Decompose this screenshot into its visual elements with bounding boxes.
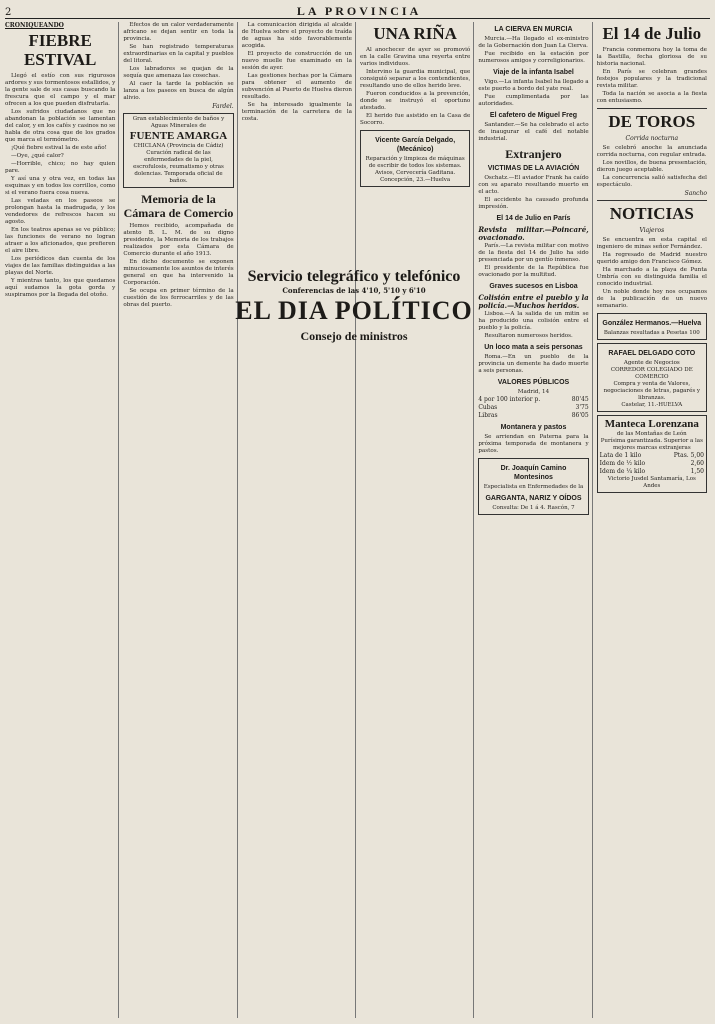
ad-specialty: GARGANTA, NARIZ Y OÍDOS <box>485 495 582 502</box>
paragraph: El accidente ha causado profunda impresión. <box>478 197 589 210</box>
paragraph: Y así una y otra vez, en todas las esquinas y en todos los corrillos, como si el verano fuera cosa nueva. <box>5 176 116 196</box>
paragraph: Y mientras tanto, los que quedamos aquí sudamos la gota gorda y suspiramos por la llegada del otoño. <box>5 278 116 298</box>
paragraph: ¡Qué fiebre estival la de este año! <box>11 145 107 151</box>
row-value: 1,50 <box>690 468 704 475</box>
paragraph: Los sufridos ciudadanos que no abandonan la población se lamentan del calor, y en los cafés y casinos no se habla de otra cosa que de los grados que marca el termómetro. <box>5 109 116 143</box>
section-title-foreign: Extranjero <box>505 147 562 161</box>
section-body <box>478 354 588 375</box>
ad-name: Manteca Lorenzana <box>604 418 699 430</box>
paragraph: Lisboa.—A la salida de un mitin se ha producido una colisión entre el pueblo y la policía. <box>478 311 589 331</box>
signature: Fardel. <box>212 103 234 110</box>
article-body <box>123 22 233 102</box>
paragraph: Las gestiones hechas por la Cámara para obtener el aumento de subvención al Puerto de Huelva dieron resultado. <box>241 73 352 100</box>
ad-text: Purísima garantizada. Superior a las mejores marcas extranjeras <box>600 438 703 451</box>
telegraph-headline-block <box>234 268 474 346</box>
row-label: Lata de 1 kilo <box>599 452 642 459</box>
ad-heading: Gran establecimiento de baños y Aguas Minerales de <box>132 116 225 129</box>
section-body <box>123 223 233 309</box>
ad-body: Compra y venta de Valores, negociaciones de letras, pagarés y libranzas. <box>603 381 700 401</box>
paragraph: Efectos de un calor verdaderamente africano se dejan sentir en toda la provincia. <box>123 22 234 42</box>
row-value: 86'05 <box>571 412 589 419</box>
row-value: Ptas. 5,00 <box>673 452 704 459</box>
paragraph: Toda la nación se asocia a la fiesta con entusiasmo. <box>596 91 707 104</box>
paragraph: Se ocupa en primer término de la cuestión de los ferrocarriles y de las obras del puerto. <box>123 288 234 308</box>
ad-name: FUENTE AMARGA <box>129 130 228 142</box>
section-title: Montanera y pastos <box>500 424 567 431</box>
section-body <box>478 311 588 340</box>
paragraph: Murcia.—Ha llegado el ex-ministro de la Gobernación don Juan La Cierva. <box>478 36 589 49</box>
paragraph: —Horrible, chico; no hay quien pare. <box>5 161 116 174</box>
section-title: El cafetero de Miguel Freg <box>489 112 578 119</box>
article-title: LA CIERVA EN MURCIA <box>494 26 573 33</box>
paragraph: En París se celebran grandes festejos populares y la tradicional revista militar. <box>596 69 707 89</box>
ad-footer: Consulta: De 1 á 4. Rascón, 7 <box>492 505 575 511</box>
value-row <box>478 404 588 412</box>
section-body <box>597 237 707 310</box>
ad-location: CHICLANA (Provincia de Cádiz) <box>133 143 224 149</box>
row-label: Cubas <box>478 404 498 411</box>
column-1 <box>5 22 119 1018</box>
paragraph: Un noble donde hoy nos ocupamos de la publicación de un nuevo semanario. <box>596 289 707 309</box>
article-title: FIEBRE ESTIVAL <box>23 31 97 69</box>
paragraph: Ha marchado a la playa de Punta Umbría con su distinguida familia el conocido industrial. <box>596 267 707 287</box>
article-body <box>242 22 352 123</box>
row-value: 2,60 <box>690 460 704 467</box>
price-row <box>600 468 704 476</box>
paragraph: Ha regresado de Madrid nuestro querido amigo don Francisco Gómez. <box>596 252 707 265</box>
ad-footer: Victorio Jusdel Santamaría, Los Andes <box>607 476 696 489</box>
paragraph: Hemos recibido, acompañada de atento B. L. M. de su digno presidente, la Memoria de los trabajos realizados por esta Cámara de Comercio durante el año 1913. <box>123 223 234 257</box>
article-body <box>597 47 707 105</box>
council-title: Consejo de ministros <box>300 329 408 343</box>
section-title: DE TOROS <box>608 112 696 131</box>
paragraph: La comunicación dirigida al alcalde de Huelva sobre el proyecto de traída de aguas ha sido favorablemente acogida. <box>241 22 352 49</box>
section-body <box>597 145 707 189</box>
ad-text: CORREDOR COLEGIADO DE COMERCIO <box>610 367 693 380</box>
telegraph-subtitle: Conferencias de las 4'10, 5'10 y 6'10 <box>282 286 426 295</box>
article-body <box>360 47 470 127</box>
signature: Sancho <box>684 190 707 197</box>
ad-name: Dr. Joaquín Camino Montesinos <box>500 465 567 481</box>
ad-text: Especialista en Enfermedades de la <box>483 484 584 490</box>
article-body <box>478 36 588 65</box>
paragraph: Fueron conducidos a la prevención, donde se instruyó el oportuno atestado. <box>359 91 471 111</box>
telegraph-title: Servicio telegráfico y telefónico <box>247 268 461 285</box>
paragraph: Se arriendan en Paterna para la próxima temporada de montanera y pastos. <box>478 434 589 454</box>
row-label: 4 por 100 interior p. <box>478 396 541 403</box>
ad-subtitle: Agente de Negocios <box>623 360 680 366</box>
paragraph: Al caer la tarde la población se lanza a los paseos en busca de algún alivio. <box>123 81 234 101</box>
paragraph: —Oye, ¿qué calor? <box>11 153 64 159</box>
section-body <box>478 243 588 279</box>
price-row <box>600 452 704 460</box>
price-table <box>600 452 704 476</box>
section-title: NOTICIAS <box>609 204 694 223</box>
section-subtitle: Revista militar.—Poincaré, ovacionado. <box>478 225 589 242</box>
ad-subtitle: de las Montañas de León <box>616 431 687 437</box>
paragraph: El proyecto de construcción de un nuevo muelle fue examinado en la sesión de ayer. <box>241 51 352 71</box>
section-body <box>478 434 588 455</box>
section-title: Un loco mata a seis personas <box>484 344 583 351</box>
column-2 <box>123 22 237 1018</box>
column-4 <box>360 22 474 1018</box>
ad-name: González Hermanos.—Huelva <box>602 320 702 327</box>
ad-text: Reparación y limpieza de máquinas de escribir de todos los sistemas. <box>365 156 465 169</box>
paragraph: Llegó el estío con sus rigurosos ardores y sus tormentosos estallidos, y la gente sale de sus casas buscando la frescura que el campo y el mar ofrecen a los que pueden disfrutarla. <box>5 73 116 107</box>
row-value: 80'45 <box>571 396 589 403</box>
paragraph: El herido fue asistido en la Casa de Socorro. <box>359 113 471 126</box>
ad-name: RAFAEL DELGADO COTO <box>608 350 696 357</box>
gonzalez-ad <box>597 313 707 340</box>
doctor-ad <box>478 458 588 515</box>
politics-title: EL DIA POLÍTICO <box>235 296 473 325</box>
section-body <box>478 122 588 143</box>
columns <box>5 22 710 1018</box>
paragraph: Vigo.—La infanta Isabel ha llegado a este puerto a bordo del yate real. <box>478 79 589 92</box>
article-title: El 14 de Julio <box>602 24 702 43</box>
paragraph: En dicho documento se exponen minuciosamente los asuntos de interés general en que ha intervenido la Corporación. <box>123 259 234 286</box>
paragraph: Francia conmemora hoy la toma de la Bastilla, fecha gloriosa de su historia nacional. <box>596 47 707 67</box>
paragraph: El presidente de la República fue ovacionado por la multitud. <box>478 265 589 278</box>
section-title: Graves sucesos en Lisboa <box>489 283 578 290</box>
paragraph: Fue cumplimentada por las autoridades. <box>478 94 589 107</box>
column-6 <box>597 22 710 1018</box>
column-3 <box>242 22 356 1018</box>
column-5 <box>478 22 592 1018</box>
manteca-ad <box>597 415 707 493</box>
row-label: Libras <box>478 412 498 419</box>
row-label: Idem de ¼ kilo <box>599 468 646 475</box>
section-kicker: Viajeros <box>639 227 665 234</box>
value-row <box>478 396 588 404</box>
paragraph: París.—La revista militar con motivo de la fiesta del 14 de Julio ha sido presenciada por un gentío inmenso. <box>478 243 589 263</box>
masthead <box>5 4 710 19</box>
newspaper-name: LA PROVINCIA <box>296 4 422 18</box>
ad-footer: Avisos, Cervecería Gaditana. Concepción, 23.—Huelva <box>375 170 456 183</box>
divider <box>597 200 707 201</box>
paragraph: Al anochecer de ayer se promovió en la calle Gravina una reyerta entre varios individuos. <box>359 47 471 67</box>
section-title: Viaje de la infanta Isabel <box>493 69 574 76</box>
paragraph: La concurrencia salió satisfecha del espectáculo. <box>596 175 707 188</box>
paragraph: Se han registrado temperaturas extraordinarias en la capital y pueblos del litoral. <box>123 44 234 64</box>
paragraph: Se encuentra en esta capital el ingeniero de minas señor Fernández. <box>596 237 707 250</box>
section-subtitle: Colisión entre el pueblo y la policía.—Muchos heridos. <box>478 293 589 310</box>
section-kicker: Corrida nocturna <box>625 135 679 142</box>
ad-text: Curación radical de las enfermedades de la piel, escrofulosis, reumatismo y otras dolencias. Temporada oficial de baños. <box>133 150 224 184</box>
paragraph: Se celebró anoche la anunciada corrida nocturna, con regular entrada. <box>596 145 707 158</box>
paragraph: Intervino la guardia municipal, que consiguió separar a los contendientes, resultando uno de ellos herido leve. <box>359 69 471 89</box>
section-body <box>478 175 588 211</box>
paragraph: Los novillos, de buena presentación, dieron juego aceptable. <box>596 160 707 173</box>
article-body <box>5 73 115 299</box>
value-row <box>478 412 588 420</box>
mechanic-ad <box>360 130 470 187</box>
paragraph: Santander.—Se ha celebrado el acto de inaugurar el café del notable industrial. <box>478 122 589 142</box>
article-title: UNA RIÑA <box>373 24 457 43</box>
section-kicker: CRONIQUEANDO <box>5 22 64 29</box>
values-date: Madrid, 14 <box>517 389 550 395</box>
section-body <box>478 79 588 108</box>
ad-address: Castelar, 11.-HUELVA <box>621 402 683 408</box>
price-row <box>600 460 704 468</box>
paragraph: Los periódicos dan cuenta de los viajes de las familias distinguidas a las playas del Norte. <box>5 256 116 276</box>
ad-text: Balanzas resultadas a Pesetas 100 <box>603 330 700 336</box>
values-title: VALORES PÚBLICOS <box>497 379 570 386</box>
paragraph: Resultaron numerosos heridos. <box>484 333 573 339</box>
delgado-ad <box>597 343 707 412</box>
paragraph: Se ha interesado igualmente la terminación de la carretera de la costa. <box>241 102 352 122</box>
divider <box>597 108 707 109</box>
paragraph: Oschatz.—El aviador Frank ha caído con su aparato resultando muerto en el acto. <box>478 175 589 195</box>
section-title: Memoria de la Cámara de Comercio <box>123 192 234 220</box>
page-number: 2 <box>5 7 12 18</box>
values-table <box>478 396 588 420</box>
row-value: 3'75 <box>575 404 589 411</box>
row-label: Idem de ½ kilo <box>599 460 646 467</box>
spa-ad <box>123 113 233 188</box>
section-title: VICTIMAS DE LA AVIACIÓN <box>487 165 580 172</box>
masthead-spacer <box>707 6 710 20</box>
paragraph: Los labradores se quejan de la sequía que amenaza las cosechas. <box>123 66 234 79</box>
paragraph: Las veladas en los paseos se prolongan hasta la madrugada, y los vendedores de refrescos hacen su agosto. <box>5 198 116 225</box>
paragraph: En los teatros apenas se ve público; las funciones de verano no logran atraer a los aficionados, que prefieren el aire libre. <box>5 227 116 254</box>
paragraph: Roma.—En un pueblo de la provincia un demente ha dado muerte a seis personas. <box>478 354 589 374</box>
ad-name: Vicente García Delgado, (Mecánico) <box>375 137 456 153</box>
section-title: El 14 de Julio en París <box>496 215 571 222</box>
paragraph: Fue recibido en la estación por numerosos amigos y correligionarios. <box>478 51 589 64</box>
